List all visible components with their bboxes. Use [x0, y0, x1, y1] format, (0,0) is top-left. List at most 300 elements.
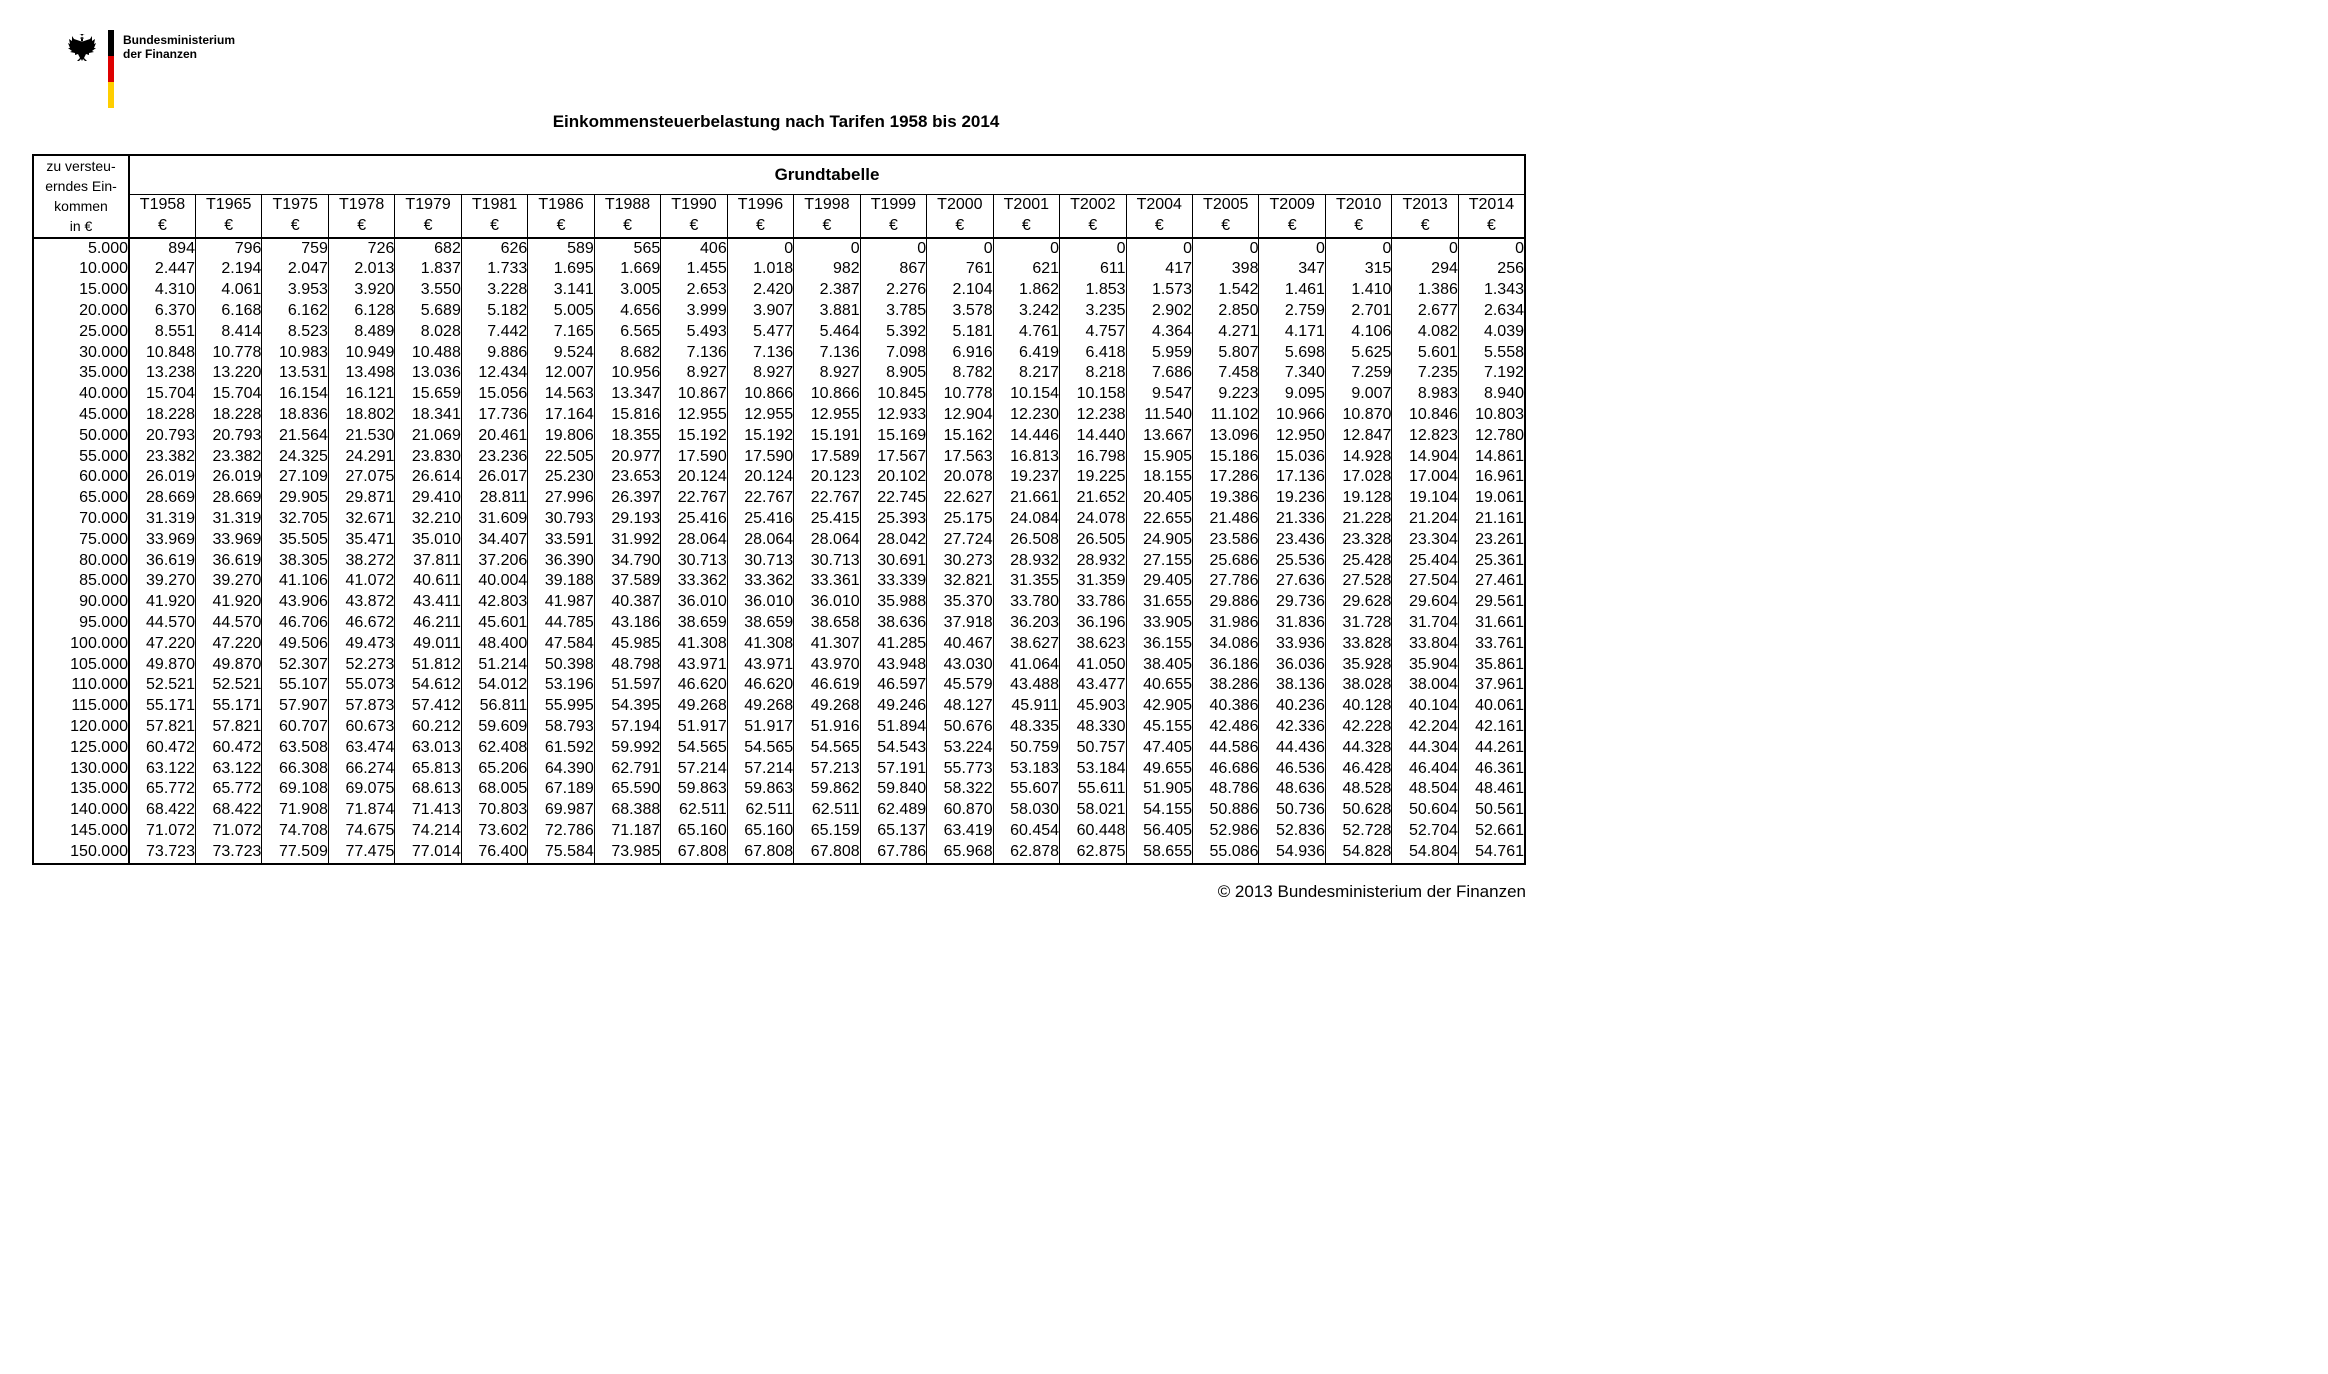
tax-value-cell: 53.224 [927, 738, 993, 759]
tax-value-cell: 589 [528, 238, 594, 260]
tax-value-cell: 25.230 [528, 467, 594, 488]
tax-value-cell: 44.586 [1193, 738, 1259, 759]
tax-value-cell: 12.847 [1325, 426, 1391, 447]
tax-value-cell: 54.936 [1259, 842, 1325, 864]
tax-value-cell: 38.659 [727, 613, 793, 634]
copyright-notice: © 2013 Bundesministerium der Finanzen [1217, 882, 1526, 901]
tax-value-cell: 52.307 [262, 655, 328, 676]
tax-value-cell: 23.382 [129, 447, 195, 468]
tax-value-cell: 35.861 [1458, 655, 1525, 676]
tax-value-cell: 57.821 [129, 717, 195, 738]
tax-value-cell: 0 [1325, 238, 1391, 260]
tax-value-cell: 5.182 [461, 301, 527, 322]
tax-value-cell: 43.970 [794, 655, 860, 676]
tax-value-cell: 29.410 [395, 488, 461, 509]
tax-value-cell: 5.807 [1193, 343, 1259, 364]
tax-value-cell: 55.773 [927, 759, 993, 780]
tax-value-cell: 36.186 [1193, 655, 1259, 676]
tax-value-cell: 43.186 [594, 613, 660, 634]
tax-value-cell: 15.816 [594, 405, 660, 426]
currency-unit: € [195, 216, 261, 238]
tax-value-cell: 12.955 [727, 405, 793, 426]
tax-value-cell: 12.955 [794, 405, 860, 426]
tax-value-cell: 3.920 [328, 280, 394, 301]
tax-value-cell: 7.165 [528, 322, 594, 343]
tax-value-cell: 1.410 [1325, 280, 1391, 301]
tax-value-cell: 4.656 [594, 301, 660, 322]
tax-value-cell: 3.550 [395, 280, 461, 301]
tax-value-cell: 50.628 [1325, 800, 1391, 821]
tax-value-cell: 74.708 [262, 821, 328, 842]
tax-value-cell: 46.619 [794, 675, 860, 696]
tax-value-cell: 19.386 [1193, 488, 1259, 509]
tax-value-cell: 54.804 [1392, 842, 1458, 864]
currency-unit: € [594, 216, 660, 238]
income-cell: 15.000 [33, 280, 129, 301]
tax-value-cell: 10.956 [594, 363, 660, 384]
tax-value-cell: 33.362 [661, 571, 727, 592]
tax-value-cell: 65.772 [129, 779, 195, 800]
tax-value-cell: 18.836 [262, 405, 328, 426]
tax-value-cell: 48.504 [1392, 779, 1458, 800]
tax-value-cell: 47.584 [528, 634, 594, 655]
tax-value-cell: 40.655 [1126, 675, 1192, 696]
tax-value-cell: 26.614 [395, 467, 461, 488]
tax-value-cell: 31.704 [1392, 613, 1458, 634]
tax-value-cell: 75.584 [528, 842, 594, 864]
tax-value-cell: 27.504 [1392, 571, 1458, 592]
tax-value-cell: 51.916 [794, 717, 860, 738]
tax-value-cell: 45.155 [1126, 717, 1192, 738]
tax-value-cell: 35.370 [927, 592, 993, 613]
tax-value-cell: 20.793 [129, 426, 195, 447]
tax-value-cell: 40.611 [395, 571, 461, 592]
tax-value-cell: 7.458 [1193, 363, 1259, 384]
tax-value-cell: 67.786 [860, 842, 926, 864]
tax-value-cell: 13.667 [1126, 426, 1192, 447]
tax-value-cell: 30.713 [661, 551, 727, 572]
tax-value-cell: 17.590 [661, 447, 727, 468]
tax-value-cell: 54.565 [794, 738, 860, 759]
tax-value-cell: 52.704 [1392, 821, 1458, 842]
tax-value-cell: 31.319 [129, 509, 195, 530]
tax-value-cell: 21.336 [1259, 509, 1325, 530]
tax-value-cell: 6.565 [594, 322, 660, 343]
tax-value-cell: 31.986 [1193, 613, 1259, 634]
income-cell: 130.000 [33, 759, 129, 780]
tax-value-cell: 67.189 [528, 779, 594, 800]
tax-value-cell: 4.106 [1325, 322, 1391, 343]
tariff-column-header: T1965 [195, 195, 261, 216]
tax-value-cell: 72.786 [528, 821, 594, 842]
tax-value-cell: 70.803 [461, 800, 527, 821]
tax-value-cell: 54.012 [461, 675, 527, 696]
table-row [33, 530, 1525, 551]
tax-value-cell: 26.508 [993, 530, 1059, 551]
tax-value-cell: 1.343 [1458, 280, 1525, 301]
tax-value-cell: 49.268 [794, 696, 860, 717]
tax-value-cell: 36.010 [794, 592, 860, 613]
income-cell: 150.000 [33, 842, 129, 864]
tax-value-cell: 65.772 [195, 779, 261, 800]
tax-value-cell: 71.187 [594, 821, 660, 842]
tax-value-cell: 55.086 [1193, 842, 1259, 864]
tax-value-cell: 74.214 [395, 821, 461, 842]
tax-value-cell: 45.579 [927, 675, 993, 696]
tax-value-cell: 14.861 [1458, 447, 1525, 468]
currency-unit: € [993, 216, 1059, 238]
tax-value-cell: 19.225 [1060, 467, 1126, 488]
tax-value-cell: 46.404 [1392, 759, 1458, 780]
federal-eagle-icon [66, 30, 104, 68]
tax-value-cell: 53.196 [528, 675, 594, 696]
tax-value-cell: 31.836 [1259, 613, 1325, 634]
table-row [33, 426, 1525, 447]
tax-value-cell: 65.160 [661, 821, 727, 842]
tax-value-cell: 14.904 [1392, 447, 1458, 468]
income-cell: 145.000 [33, 821, 129, 842]
tax-value-cell: 46.672 [328, 613, 394, 634]
table-row [33, 280, 1525, 301]
tax-value-cell: 41.050 [1060, 655, 1126, 676]
income-cell: 55.000 [33, 447, 129, 468]
table-row [33, 259, 1525, 280]
tax-value-cell: 27.724 [927, 530, 993, 551]
currency-unit: € [461, 216, 527, 238]
tax-value-cell: 8.927 [794, 363, 860, 384]
currency-unit: € [395, 216, 461, 238]
ministry-name [123, 33, 235, 61]
tax-value-cell: 55.171 [195, 696, 261, 717]
tax-value-cell: 68.388 [594, 800, 660, 821]
tax-value-cell: 17.286 [1193, 467, 1259, 488]
tax-value-cell: 33.828 [1325, 634, 1391, 655]
tax-value-cell: 64.390 [528, 759, 594, 780]
tax-value-cell: 3.785 [860, 301, 926, 322]
tax-value-cell: 796 [195, 238, 261, 260]
tax-value-cell: 10.949 [328, 343, 394, 364]
tax-value-cell: 8.551 [129, 322, 195, 343]
tax-value-cell: 1.669 [594, 259, 660, 280]
tax-value-cell: 5.477 [727, 322, 793, 343]
tax-value-cell: 2.759 [1259, 301, 1325, 322]
tax-value-cell: 55.607 [993, 779, 1059, 800]
tax-value-cell: 36.010 [727, 592, 793, 613]
tax-value-cell: 26.505 [1060, 530, 1126, 551]
tax-value-cell: 67.808 [794, 842, 860, 864]
tax-value-cell: 4.061 [195, 280, 261, 301]
tax-value-cell: 65.968 [927, 842, 993, 864]
tax-value-cell: 66.308 [262, 759, 328, 780]
tax-value-cell: 50.759 [993, 738, 1059, 759]
tax-value-cell: 12.007 [528, 363, 594, 384]
tax-value-cell: 7.136 [794, 343, 860, 364]
tax-value-cell: 44.261 [1458, 738, 1525, 759]
tax-value-cell: 63.474 [328, 738, 394, 759]
tax-value-cell: 54.612 [395, 675, 461, 696]
tax-value-cell: 71.908 [262, 800, 328, 821]
tax-value-cell: 32.210 [395, 509, 461, 530]
tax-value-cell: 50.757 [1060, 738, 1126, 759]
tax-value-cell: 49.246 [860, 696, 926, 717]
tax-value-cell: 57.214 [661, 759, 727, 780]
tax-value-cell: 51.905 [1126, 779, 1192, 800]
tax-value-cell: 1.695 [528, 259, 594, 280]
tax-value-cell: 53.183 [993, 759, 1059, 780]
tax-value-cell: 27.528 [1325, 571, 1391, 592]
tax-value-cell: 22.627 [927, 488, 993, 509]
tax-value-cell: 0 [1193, 238, 1259, 260]
tax-value-cell: 21.564 [262, 426, 328, 447]
tax-value-cell: 62.408 [461, 738, 527, 759]
tax-value-cell: 294 [1392, 259, 1458, 280]
tax-value-cell: 27.636 [1259, 571, 1325, 592]
table-row [33, 343, 1525, 364]
tax-value-cell: 77.509 [262, 842, 328, 864]
income-header-line: zu versteu- [46, 158, 116, 175]
tax-value-cell: 38.658 [794, 613, 860, 634]
tax-value-cell: 10.983 [262, 343, 328, 364]
income-cell: 60.000 [33, 467, 129, 488]
tax-value-cell: 23.653 [594, 467, 660, 488]
tax-value-cell: 36.010 [661, 592, 727, 613]
tax-value-cell: 25.393 [860, 509, 926, 530]
tax-value-cell: 49.268 [727, 696, 793, 717]
tax-value-cell: 28.932 [1060, 551, 1126, 572]
table-row [33, 571, 1525, 592]
tax-value-cell: 50.604 [1392, 800, 1458, 821]
table-row [33, 821, 1525, 842]
tax-value-cell: 5.392 [860, 322, 926, 343]
tax-value-cell: 10.966 [1259, 405, 1325, 426]
tax-value-cell: 27.786 [1193, 571, 1259, 592]
tariff-column-header: T1981 [461, 195, 527, 216]
tax-value-cell: 4.171 [1259, 322, 1325, 343]
tax-value-cell: 12.904 [927, 405, 993, 426]
tax-value-cell: 42.486 [1193, 717, 1259, 738]
tax-value-cell: 20.124 [727, 467, 793, 488]
tax-value-cell: 23.382 [195, 447, 261, 468]
tax-value-cell: 35.010 [395, 530, 461, 551]
tax-value-cell: 31.728 [1325, 613, 1391, 634]
tax-value-cell: 39.270 [195, 571, 261, 592]
tax-value-cell: 27.461 [1458, 571, 1525, 592]
tax-value-cell: 50.676 [927, 717, 993, 738]
table-row [33, 467, 1525, 488]
tax-value-cell: 52.986 [1193, 821, 1259, 842]
tax-value-cell: 16.798 [1060, 447, 1126, 468]
tax-value-cell: 48.127 [927, 696, 993, 717]
tax-value-cell: 23.304 [1392, 530, 1458, 551]
tax-value-cell: 611 [1060, 259, 1126, 280]
tax-value-cell: 60.870 [927, 800, 993, 821]
tax-value-cell: 61.592 [528, 738, 594, 759]
tax-value-cell: 28.669 [129, 488, 195, 509]
tax-value-cell: 59.992 [594, 738, 660, 759]
tariff-column-header: T1958 [129, 195, 195, 216]
tax-value-cell: 14.928 [1325, 447, 1391, 468]
tax-value-cell: 6.370 [129, 301, 195, 322]
tax-value-cell: 9.547 [1126, 384, 1192, 405]
tax-value-cell: 49.473 [328, 634, 394, 655]
currency-unit: € [328, 216, 394, 238]
tax-value-cell: 10.845 [860, 384, 926, 405]
tax-value-cell: 2.013 [328, 259, 394, 280]
tax-value-cell: 4.364 [1126, 322, 1192, 343]
tax-value-cell: 4.271 [1193, 322, 1259, 343]
tariff-column-header: T1986 [528, 195, 594, 216]
tax-value-cell: 29.405 [1126, 571, 1192, 592]
tax-value-cell: 46.536 [1259, 759, 1325, 780]
tax-value-cell: 74.675 [328, 821, 394, 842]
tax-value-cell: 9.095 [1259, 384, 1325, 405]
tax-value-cell: 51.917 [661, 717, 727, 738]
tax-value-cell: 1.386 [1392, 280, 1458, 301]
tax-value-cell: 22.767 [661, 488, 727, 509]
tax-value-cell: 13.498 [328, 363, 394, 384]
tax-value-cell: 41.285 [860, 634, 926, 655]
tax-value-cell: 33.786 [1060, 592, 1126, 613]
tax-value-cell: 19.061 [1458, 488, 1525, 509]
tax-value-cell: 69.987 [528, 800, 594, 821]
tax-value-cell: 29.736 [1259, 592, 1325, 613]
currency-unit: € [262, 216, 328, 238]
tax-value-cell: 48.330 [1060, 717, 1126, 738]
tax-value-cell: 682 [395, 238, 461, 260]
tax-value-cell: 1.573 [1126, 280, 1192, 301]
tax-value-cell: 49.870 [129, 655, 195, 676]
tax-value-cell: 315 [1325, 259, 1391, 280]
tax-value-cell: 25.416 [661, 509, 727, 530]
tax-value-cell: 33.969 [195, 530, 261, 551]
tax-value-cell: 15.191 [794, 426, 860, 447]
tax-value-cell: 62.511 [794, 800, 860, 821]
tax-value-cell: 43.971 [661, 655, 727, 676]
tax-value-cell: 4.082 [1392, 322, 1458, 343]
tax-value-cell: 44.570 [195, 613, 261, 634]
tax-value-cell: 13.036 [395, 363, 461, 384]
tax-value-cell: 16.961 [1458, 467, 1525, 488]
tax-value-cell: 43.411 [395, 592, 461, 613]
tariff-column-header: T1999 [860, 195, 926, 216]
tax-value-cell: 12.780 [1458, 426, 1525, 447]
tariff-column-header: T2013 [1392, 195, 1458, 216]
tax-value-cell: 21.652 [1060, 488, 1126, 509]
table-row [33, 363, 1525, 384]
tax-value-cell: 52.521 [195, 675, 261, 696]
income-header-line: erndes Ein- [45, 178, 117, 195]
tax-value-cell: 66.274 [328, 759, 394, 780]
tax-value-cell: 31.661 [1458, 613, 1525, 634]
tax-value-cell: 42.905 [1126, 696, 1192, 717]
tax-value-cell: 8.682 [594, 343, 660, 364]
tax-value-cell: 51.812 [395, 655, 461, 676]
tax-value-cell: 62.489 [860, 800, 926, 821]
tax-value-cell: 5.689 [395, 301, 461, 322]
tax-value-cell: 8.218 [1060, 363, 1126, 384]
tax-value-cell: 30.691 [860, 551, 926, 572]
income-cell: 115.000 [33, 696, 129, 717]
tax-value-cell: 3.953 [262, 280, 328, 301]
tax-value-cell: 39.270 [129, 571, 195, 592]
tax-value-cell: 3.578 [927, 301, 993, 322]
tax-value-cell: 57.214 [727, 759, 793, 780]
tax-value-cell: 2.850 [1193, 301, 1259, 322]
tax-value-cell: 36.390 [528, 551, 594, 572]
income-cell: 95.000 [33, 613, 129, 634]
tax-value-cell: 36.203 [993, 613, 1059, 634]
table-row [33, 634, 1525, 655]
tax-value-cell: 67.808 [727, 842, 793, 864]
table-row [33, 675, 1525, 696]
tax-value-cell: 65.590 [594, 779, 660, 800]
tax-value-cell: 59.840 [860, 779, 926, 800]
tax-value-cell: 14.563 [528, 384, 594, 405]
currency-unit: € [860, 216, 926, 238]
tax-value-cell: 6.128 [328, 301, 394, 322]
tax-value-cell: 54.155 [1126, 800, 1192, 821]
tax-value-cell: 894 [129, 238, 195, 260]
tax-value-cell: 1.542 [1193, 280, 1259, 301]
tax-value-cell: 13.238 [129, 363, 195, 384]
tax-value-cell: 28.064 [661, 530, 727, 551]
tax-value-cell: 40.387 [594, 592, 660, 613]
tax-value-cell: 31.655 [1126, 592, 1192, 613]
tax-value-cell: 15.036 [1259, 447, 1325, 468]
tax-value-cell: 24.078 [1060, 509, 1126, 530]
tax-value-cell: 1.461 [1259, 280, 1325, 301]
tax-value-cell: 49.268 [661, 696, 727, 717]
tax-value-cell: 1.862 [993, 280, 1059, 301]
tax-value-cell: 1.455 [661, 259, 727, 280]
tax-value-cell: 57.191 [860, 759, 926, 780]
tax-value-cell: 15.704 [195, 384, 261, 405]
tax-value-cell: 48.636 [1259, 779, 1325, 800]
tariff-column-header: T1990 [661, 195, 727, 216]
tax-value-cell: 3.141 [528, 280, 594, 301]
tax-value-cell: 59.609 [461, 717, 527, 738]
income-cell: 140.000 [33, 800, 129, 821]
tax-value-cell: 256 [1458, 259, 1525, 280]
tax-value-cell: 20.078 [927, 467, 993, 488]
tax-value-cell: 2.420 [727, 280, 793, 301]
table-row [33, 405, 1525, 426]
tax-value-cell: 6.418 [1060, 343, 1126, 364]
tax-value-cell: 50.736 [1259, 800, 1325, 821]
tax-value-cell: 46.428 [1325, 759, 1391, 780]
tax-value-cell: 20.405 [1126, 488, 1192, 509]
income-cell: 110.000 [33, 675, 129, 696]
tax-value-cell: 8.782 [927, 363, 993, 384]
tax-value-cell: 58.322 [927, 779, 993, 800]
tax-value-cell: 2.104 [927, 280, 993, 301]
tax-value-cell: 7.340 [1259, 363, 1325, 384]
tax-value-cell: 50.561 [1458, 800, 1525, 821]
tax-value-cell: 43.906 [262, 592, 328, 613]
tax-value-cell: 35.904 [1392, 655, 1458, 676]
tax-value-cell: 33.339 [860, 571, 926, 592]
tax-value-cell: 62.791 [594, 759, 660, 780]
tax-value-cell: 13.220 [195, 363, 261, 384]
tax-value-cell: 17.028 [1325, 467, 1391, 488]
tax-value-cell: 57.821 [195, 717, 261, 738]
tax-value-cell: 29.604 [1392, 592, 1458, 613]
tax-value-cell: 15.704 [129, 384, 195, 405]
tax-value-cell: 5.181 [927, 322, 993, 343]
tax-value-cell: 19.237 [993, 467, 1059, 488]
tax-value-cell: 23.236 [461, 447, 527, 468]
tax-value-cell: 43.488 [993, 675, 1059, 696]
